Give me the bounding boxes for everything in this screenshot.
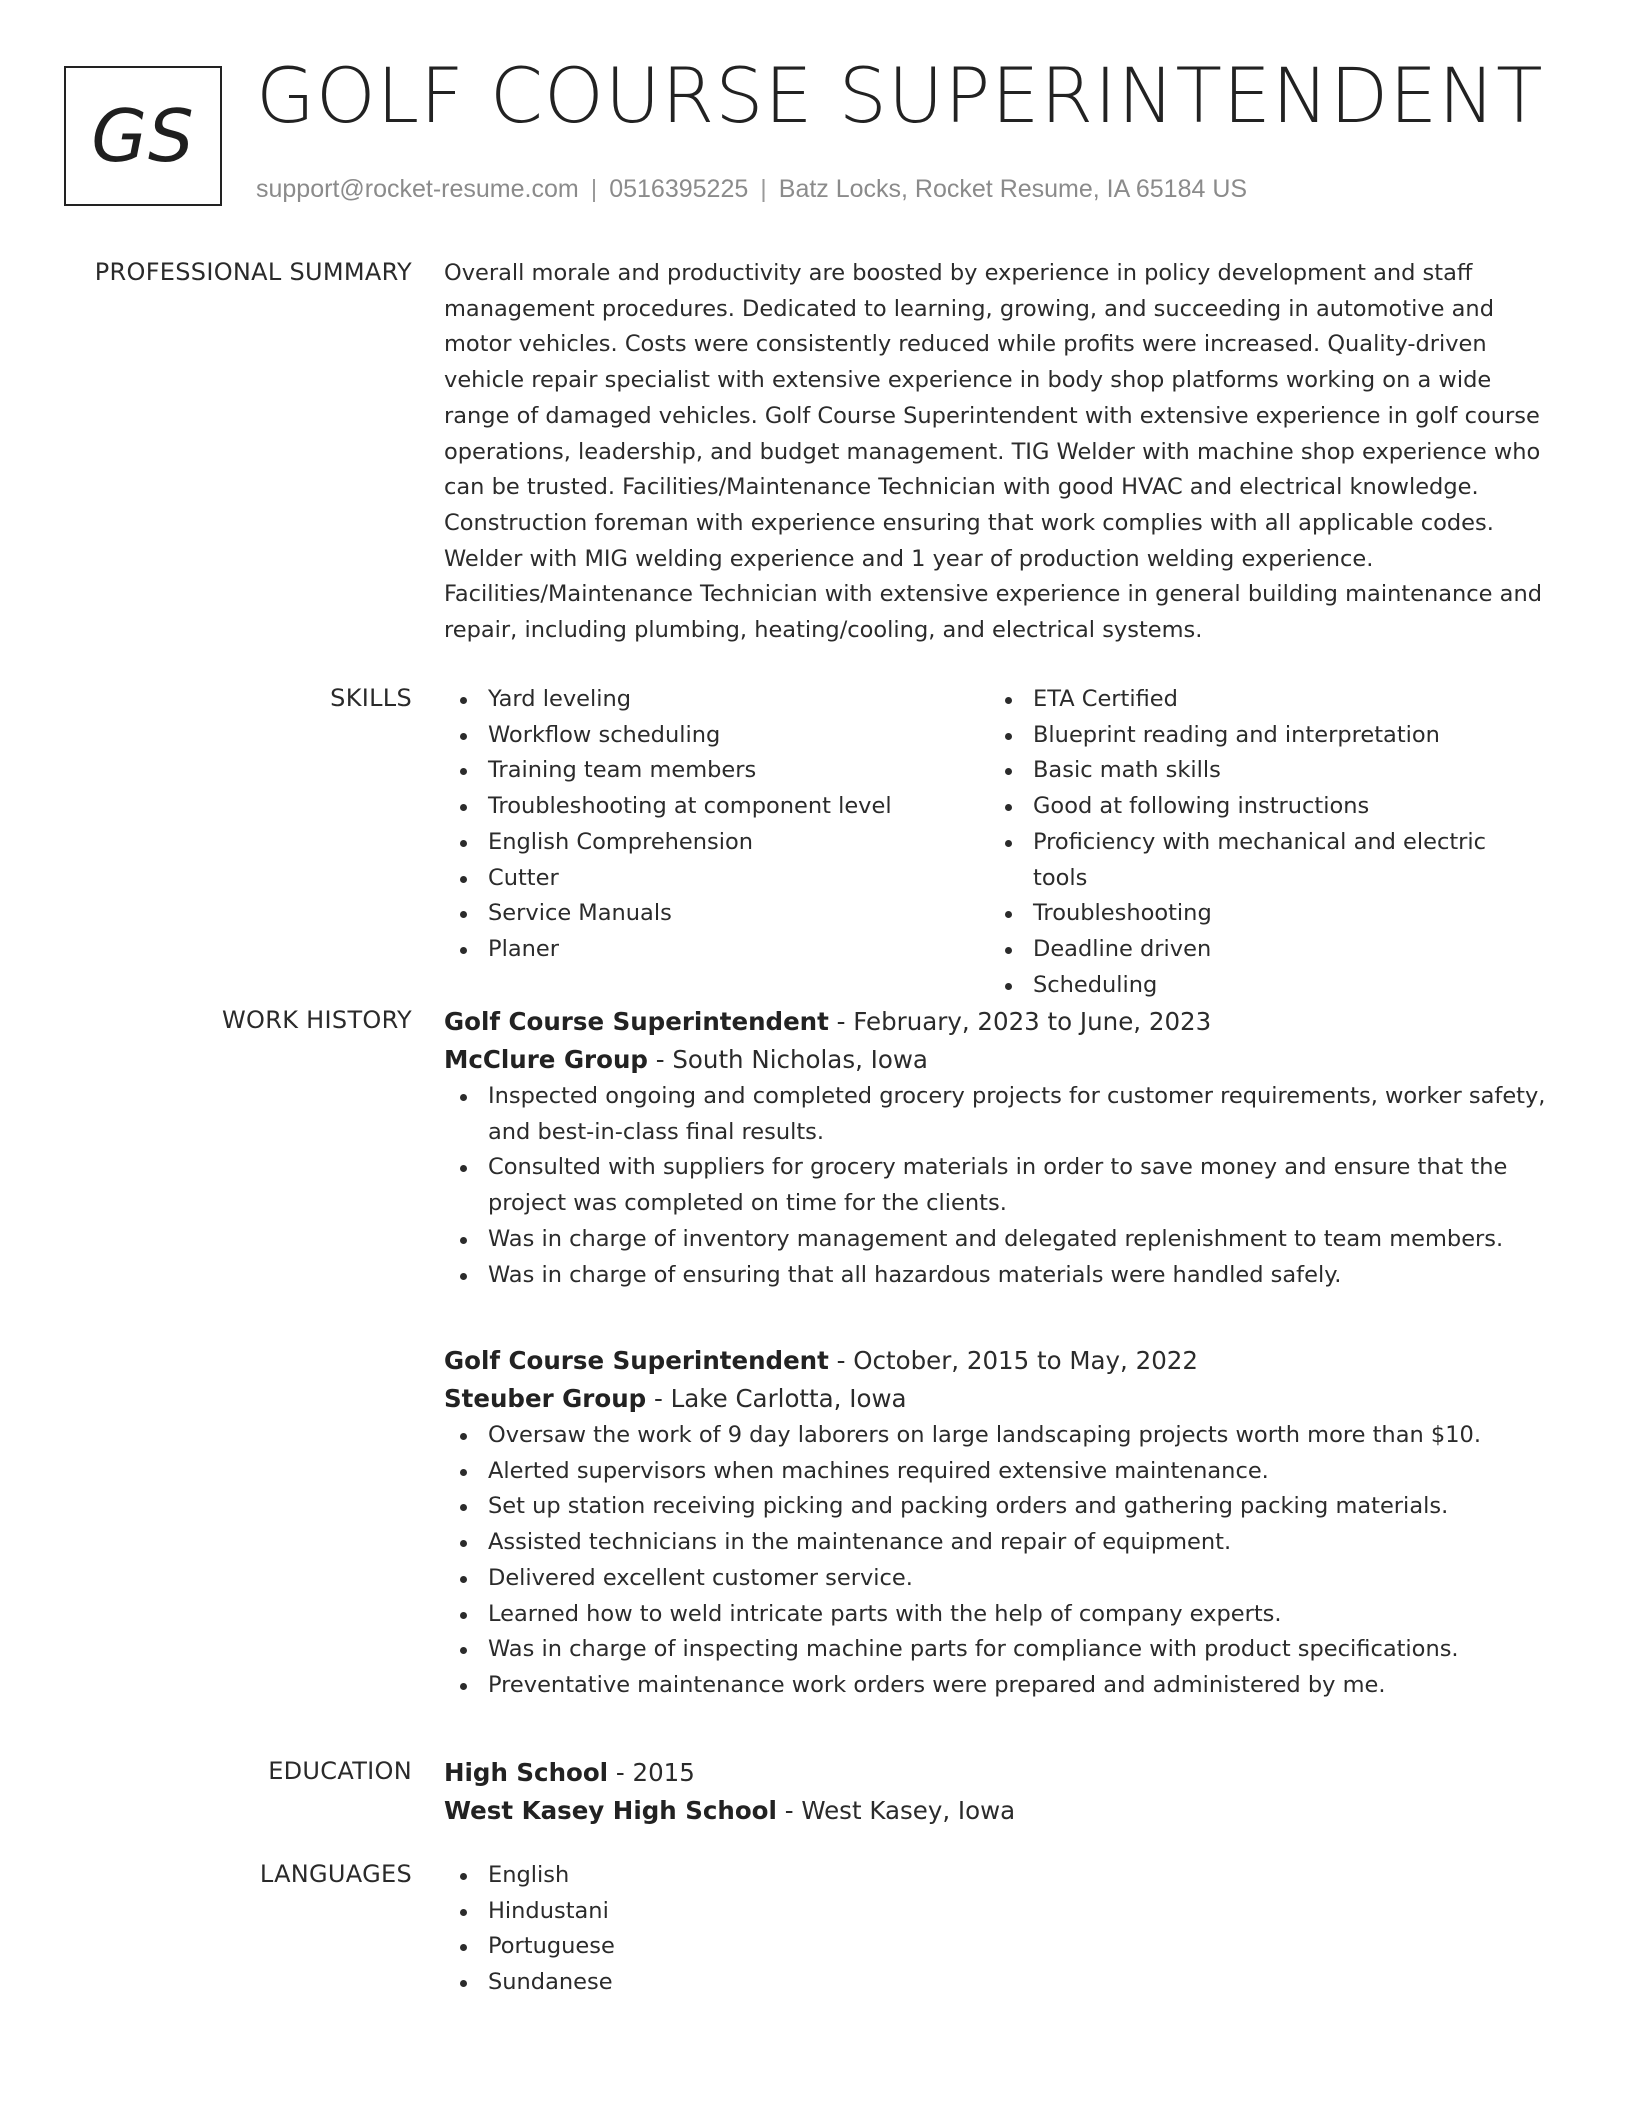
skills-section xyxy=(444,682,1556,1003)
contact-line xyxy=(256,175,1247,204)
language-item: Portuguese xyxy=(444,1929,1556,1965)
job-bullet: Consulted with suppliers for grocery materials in order to save money and ensure that the project was completed on time for the clients. xyxy=(444,1150,1556,1221)
education-location: - West Kasey, Iowa xyxy=(776,1796,1016,1825)
skill-item: ETA Certified xyxy=(989,682,1534,718)
job-bullet-list xyxy=(444,1079,1556,1293)
skill-item: Good at following instructions xyxy=(989,789,1534,825)
education-section xyxy=(444,1754,1556,1830)
job-entry xyxy=(444,1003,1556,1293)
section-label-education: EDUCATION xyxy=(268,1757,412,1785)
skill-item: Basic math skills xyxy=(989,753,1534,789)
job-bullet: Inspected ongoing and completed grocery projects for customer requirements, worker safety, and best-in-class final results. xyxy=(444,1079,1556,1150)
job-title: Golf Course Superintendent xyxy=(444,1007,829,1036)
job-dates: - October, 2015 to May, 2022 xyxy=(828,1346,1198,1375)
job-bullet: Learned how to weld intricate parts with the help of company experts. xyxy=(444,1597,1556,1633)
skills-list-right xyxy=(989,682,1534,1003)
job-bullet-list xyxy=(444,1418,1556,1704)
job-bullet: Set up station receiving picking and packing orders and gathering packing materials. xyxy=(444,1489,1556,1525)
job-bullet: Delivered excellent customer service. xyxy=(444,1561,1556,1597)
contact-email: support@rocket-resume.com xyxy=(256,175,579,203)
language-item: Sundanese xyxy=(444,1965,1556,2001)
skill-item: Service Manuals xyxy=(444,896,989,932)
job-bullet: Assisted technicians in the maintenance and repair of equipment. xyxy=(444,1525,1556,1561)
job-bullet: Preventative maintenance work orders were prepared and administered by me. xyxy=(444,1668,1556,1704)
job-company-line xyxy=(444,1041,1556,1079)
job-dates: - February, 2023 to June, 2023 xyxy=(828,1007,1212,1036)
candidate-title: GOLF COURSE SUPERINTENDENT xyxy=(256,51,1544,140)
job-company-line xyxy=(444,1380,1556,1418)
job-location: - South Nicholas, Iowa xyxy=(647,1045,928,1074)
job-title-line xyxy=(444,1003,1556,1041)
education-degree: High School xyxy=(444,1758,609,1787)
education-school-line xyxy=(444,1792,1556,1830)
contact-separator: | xyxy=(760,175,767,203)
skills-grid xyxy=(444,682,1556,1003)
contact-phone: 0516395225 xyxy=(609,175,749,203)
job-company: Steuber Group xyxy=(444,1384,647,1413)
language-item: English xyxy=(444,1858,1556,1894)
job-bullet: Was in charge of inspecting machine parts for compliance with product specifications. xyxy=(444,1632,1556,1668)
education-school: West Kasey High School xyxy=(444,1796,777,1825)
job-location: - Lake Carlotta, Iowa xyxy=(646,1384,907,1413)
skill-item: Workflow scheduling xyxy=(444,718,989,754)
section-label-summary: PROFESSIONAL SUMMARY xyxy=(94,258,412,286)
skill-item: Proficiency with mechanical and electric tools xyxy=(989,825,1534,896)
section-label-languages: LANGUAGES xyxy=(259,1860,412,1888)
job-title-line xyxy=(444,1342,1556,1380)
skill-item: Scheduling xyxy=(989,968,1534,1004)
monogram-badge: GS xyxy=(64,66,222,206)
education-year: - 2015 xyxy=(608,1758,695,1787)
job-bullet: Was in charge of ensuring that all hazardous materials were handled safely. xyxy=(444,1258,1556,1294)
skills-list-left xyxy=(444,682,989,1003)
skill-item: Deadline driven xyxy=(989,932,1534,968)
languages-section xyxy=(444,1858,1556,2001)
summary-section xyxy=(444,256,1556,649)
job-bullet: Alerted supervisors when machines required extensive maintenance. xyxy=(444,1454,1556,1490)
contact-address: Batz Locks, Rocket Resume, IA 65184 US xyxy=(778,175,1248,203)
skill-item: English Comprehension xyxy=(444,825,989,861)
education-degree-line xyxy=(444,1754,1556,1792)
summary-text: Overall morale and productivity are boosted by experience in policy development and staff management procedures. Dedicated to learning, growing, and succeeding in automotive and motor vehicles. Costs were consistently reduced while profits were increased. Quality-driven vehicle repair specialist with extensive experience in body shop platforms working on a wide range of damaged vehicles. Golf Course Superintendent with extensive experience in golf course operations, leadership, and budget management. TIG Welder with machine shop experience who can be trusted. Facilities/Maintenance Technician with good HVAC and electrical knowledge. Construction foreman with experience ensuring that work complies with all applicable codes. Welder with MIG welding experience and 1 year of production welding experience. Facilities/Maintenance Technician with extensive experience in general building maintenance and repair, including plumbing, heating/cooling, and electrical systems. xyxy=(444,260,1542,644)
job-title: Golf Course Superintendent xyxy=(444,1346,829,1375)
job-bullet: Oversaw the work of 9 day laborers on large landscaping projects worth more than $10. xyxy=(444,1418,1556,1454)
skill-item: Blueprint reading and interpretation xyxy=(989,718,1534,754)
section-label-work: WORK HISTORY xyxy=(222,1006,412,1034)
skill-item: Training team members xyxy=(444,753,989,789)
contact-separator: | xyxy=(590,175,598,203)
languages-list xyxy=(444,1858,1556,2001)
section-label-skills: SKILLS xyxy=(330,684,412,712)
language-item: Hindustani xyxy=(444,1894,1556,1930)
skill-item: Planer xyxy=(444,932,989,968)
job-company: McClure Group xyxy=(444,1045,648,1074)
job-bullet: Was in charge of inventory management and delegated replenishment to team members. xyxy=(444,1222,1556,1258)
job-entry xyxy=(444,1342,1556,1704)
skill-item: Troubleshooting at component level xyxy=(444,789,989,825)
skill-item: Troubleshooting xyxy=(989,896,1534,932)
skill-item: Cutter xyxy=(444,861,989,897)
skill-item: Yard leveling xyxy=(444,682,989,718)
